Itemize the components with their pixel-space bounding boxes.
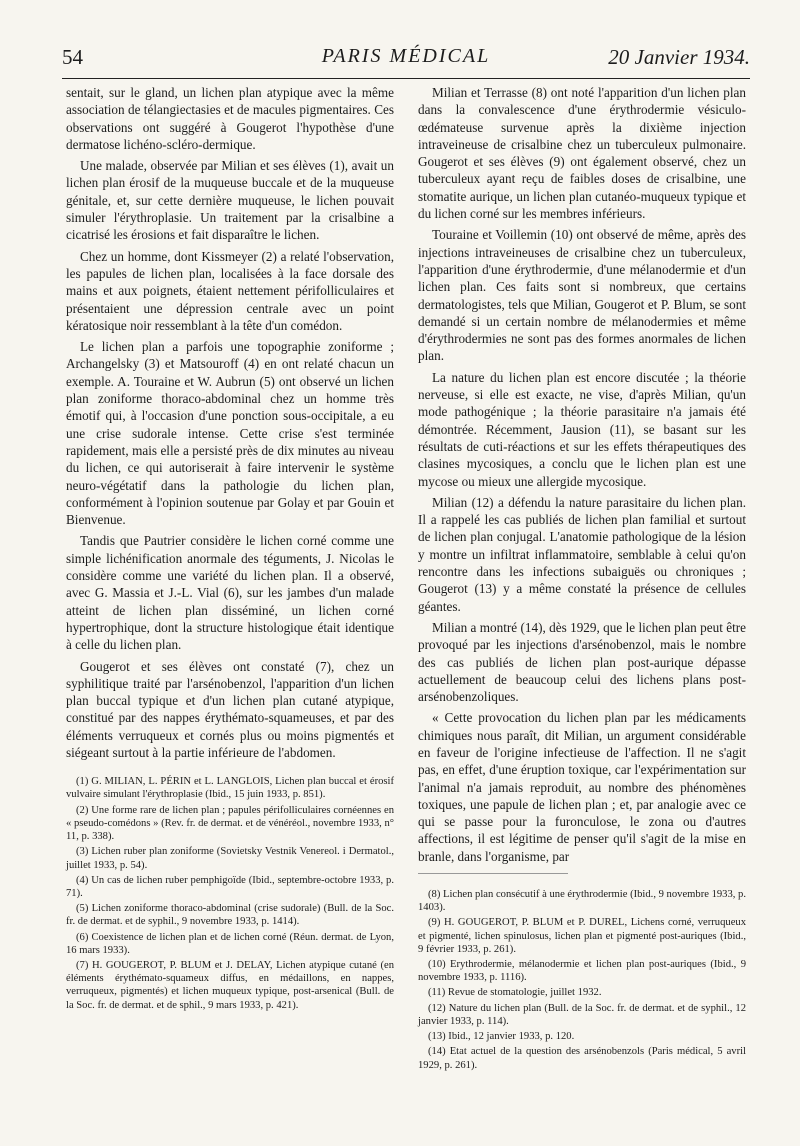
footnote: (8) Lichen plan consécutif à une érythrodermie (Ibid., 9 novembre 1933, p. 1403).	[418, 889, 746, 914]
paragraph: La nature du lichen plan est encore discutée ; la théorie nerveuse, si elle est exacte, ne vise, d'après Milian, qu'un mode pathogénique ; la théorie parasitaire n'a jamais été démontrée. Récemment, Jausion (11), se basant sur les résultats de cuti-réactions et sur les effets thérapeutiques des clasines mycosiques, a conclu que le lichen plan est une mycose ou mieux une allergide mycosique.	[418, 369, 746, 489]
footnote: (3) Lichen ruber plan zoniforme (Sovietsky Vestnik Venereol. i Dermatol., juillet 1933, p. 54).	[66, 846, 394, 871]
left-column	[66, 84, 394, 1014]
footnote: (14) Etat actuel de la question des arsénobenzols (Paris médical, 5 avril 1929, p. 261).	[418, 1046, 746, 1071]
paragraph: Tandis que Pautrier considère le lichen corné comme une simple lichénification anormale des téguments, J. Nicolas le considère comme une variété du lichen plan. Il a observé, avec G. Massia et J.-L. Vial (6), sur les jambes d'un malade atteint de lichen plan disséminé, un lichen corné hypertrophique, dont la structure histologique était identique à celle du lichen plan.	[66, 533, 394, 653]
footnote: (2) Une forme rare de lichen plan ; papules périfolliculaires cornéennes en « pseudo-comédons » (Rev. fr. de dermat. et de vénéréol., novembre 1933, n° 11, p. 338).	[66, 804, 394, 843]
paragraph: sentait, sur le gland, un lichen plan atypique avec la même association de télangiectasies et de macules pigmentaires. Ces observations ont suggéré à Gougerot l'hypothèse d'une dermatose lichéno-scléro-dermique.	[66, 85, 394, 152]
paragraph: Milian (12) a défendu la nature parasitaire du lichen plan. Il a rappelé les cas publiés de lichen plan familial et surtout de lichen plan conjugal. L'anatomie pathologique de la lésion y montre un infiltrat inflammatoire, semblable à celui qu'on rencontre dans les infections subaiguës ou chroniques ; Gougerot (13) y a même constaté la présence de cellules géantes.	[418, 494, 746, 614]
page-number: 54	[62, 45, 83, 69]
issue-date: 20 Janvier 1934.	[608, 45, 750, 69]
footnote: (9) H. GOUGEROT, P. BLUM et P. DUREL, Lichens corné, verruqueux et pigmenté, lichen spinulosus, lichen plan et pigmenté post-auriques (Ibid., 9 février 1933, p. 261).	[418, 917, 746, 955]
running-header	[62, 45, 750, 75]
paragraph: Une malade, observée par Milian et ses élèves (1), avait un lichen plan érosif de la muqueuse buccale et de la muqueuse génitale, et, sur cette dernière muqueuse, le lichen pouvait simuler l'érythroplasie. Un traitement par la crisalbine a cicatrisé les érosions et fait disparaître le lichen.	[66, 158, 394, 243]
footnote: (4) Un cas de lichen ruber pemphigoïde (Ibid., septembre-octobre 1933, p. 71).	[66, 874, 394, 899]
paragraph: « Cette provocation du lichen plan par les médicaments chimiques nous paraît, dit Milian, un argument considérable en faveur de l'origine infectieuse de l'affection. Il ne s'agit pas, en effet, d'une éruption toxique, car l'expérimentation sur l'animal n'a jamais reproduit, au nombre des phénomènes toxiques, une papule de lichen plan ; et, par analogie avec ce qui se passe pour la furonculose, le zona ou d'autres affections, il est légitime de penser qu'il s'agit de la mise en branle, dans l'organisme, par	[418, 710, 746, 864]
footnotes	[66, 775, 394, 1011]
paragraph: Touraine et Voillemin (10) ont observé de même, après des injections intraveineuses de crisalbine chez un tuberculeux, l'apparition d'une érythrodermie, d'une mélanodermie et d'un lichen plan. Ces faits sont si nombreux, que certains dermatologistes, tels que Milian, Gougerot et P. Blum, se sont demandé si un certain nombre de mélanodermies et même d'érythrodermies ne sont pas des formes anormales de lichen plan.	[418, 227, 746, 364]
footnote: (5) Lichen zoniforme thoraco-abdominal (crise sudorale) (Bull. de la Soc. fr. de dermat. et de syphil., 9 novembre 1933, p. 1414).	[66, 903, 394, 928]
footnote-separator	[418, 873, 568, 874]
footnote: (11) Revue de stomatologie, juillet 1932.	[428, 987, 602, 999]
footnote: (1) G. MILIAN, L. PÉRIN et L. LANGLOIS, Lichen plan buccal et érosif vulvaire simulant l'érythroplasie (Ibid., 15 juin 1933, p. 851).	[66, 776, 394, 801]
footnote: (12) Nature du lichen plan (Bull. de la Soc. fr. de dermat. et de syphil., 12 janvier 1933, p. 114).	[418, 1002, 746, 1027]
paragraph: Milian a montré (14), dès 1929, que le lichen plan peut être provoqué par les injections d'arsénobenzol, mais le nombre des cas publiés de lichen plan post-aurique dépasse actuellement de beaucoup celui des lichens plans post-arsénobenzoliques.	[418, 619, 746, 705]
header-rule	[62, 78, 750, 79]
right-column	[418, 84, 746, 1074]
paragraph: Le lichen plan a parfois une topographie zoniforme ; Archangelsky (3) et Matsouroff (4) en ont relaté chacun un exemple. A. Touraine et W. Aubrun (5) ont observé un lichen plan zoniforme thoraco-abdominal chez un homme très émotif qui, à l'occasion d'une ponction sous-occipitale, a eu une crise sudorale intense. Cette crise s'est terminée rapidement, mais elle a persisté près de dix minutes au niveau du lichen, ce qui autoriserait à faire intervenir le système neuro-végétatif dans la pathologie du lichen plan, conformément à l'opinion soutenue par Golay et par Gouin et Bienvenue.	[66, 339, 394, 528]
journal-title: PARIS MÉDICAL	[321, 45, 491, 67]
paragraph: Chez un homme, dont Kissmeyer (2) a relaté l'observation, les papules de lichen plan, localisées à la face dorsale des mains et aux poignets, étaient nettement périfolliculaires et présentaient une dépression centrale avec un point kératosique noir ressemblant à la tête d'un comédon.	[66, 248, 394, 333]
paragraph: Gougerot et ses élèves ont constaté (7), chez un syphilitique traité par l'arsénobenzol, l'apparition d'un lichen plan buccal typique et d'un lichen plan cutané atypique, constitué par des nappes érythémato-squameuses, et par des éléments verruqueux et cornés plus ou moins pigmentés et siégeant surtout à la partie inférieure de l'abdomen.	[66, 658, 394, 760]
footnote: (13) Ibid., 12 janvier 1933, p. 120.	[428, 1031, 575, 1043]
footnote: (10) Erythrodermie, mélanodermie et lichen plan post-auriques (Ibid., 9 novembre 1933, p. 1116).	[418, 959, 746, 984]
footnotes	[418, 888, 746, 1072]
footnote: (7) H. GOUGEROT, P. BLUM et J. DELAY, Lichen atypique cutané (en éléments érythémato-squameux diffus, en médaillons, en nappes, verruqueux, pigmentés) et lichen muqueux typique, post-arsenical (Bull. de la Soc. fr. de dermat. et de sphil., 9 mars 1933, p. 421).	[66, 959, 394, 1011]
paragraph: Milian et Terrasse (8) ont noté l'apparition d'un lichen plan dans la convalescence d'une érythrodermie vésiculo-œdémateuse survenue après la dixième injection intraveineuse de crisalbine chez un tuberculeux pulmonaire. Gougerot et ses élèves (9) ont également observé, chez un tuberculeux ayant reçu de faibles doses de crisalbine, une stomatite aurique, un lichen plan cutanéo-muqueux typique et du lichen corné sur les membres inférieurs.	[418, 85, 746, 222]
footnote: (6) Coexistence de lichen plan et de lichen corné (Réun. dermat. de Lyon, 16 mars 1933).	[66, 931, 394, 956]
